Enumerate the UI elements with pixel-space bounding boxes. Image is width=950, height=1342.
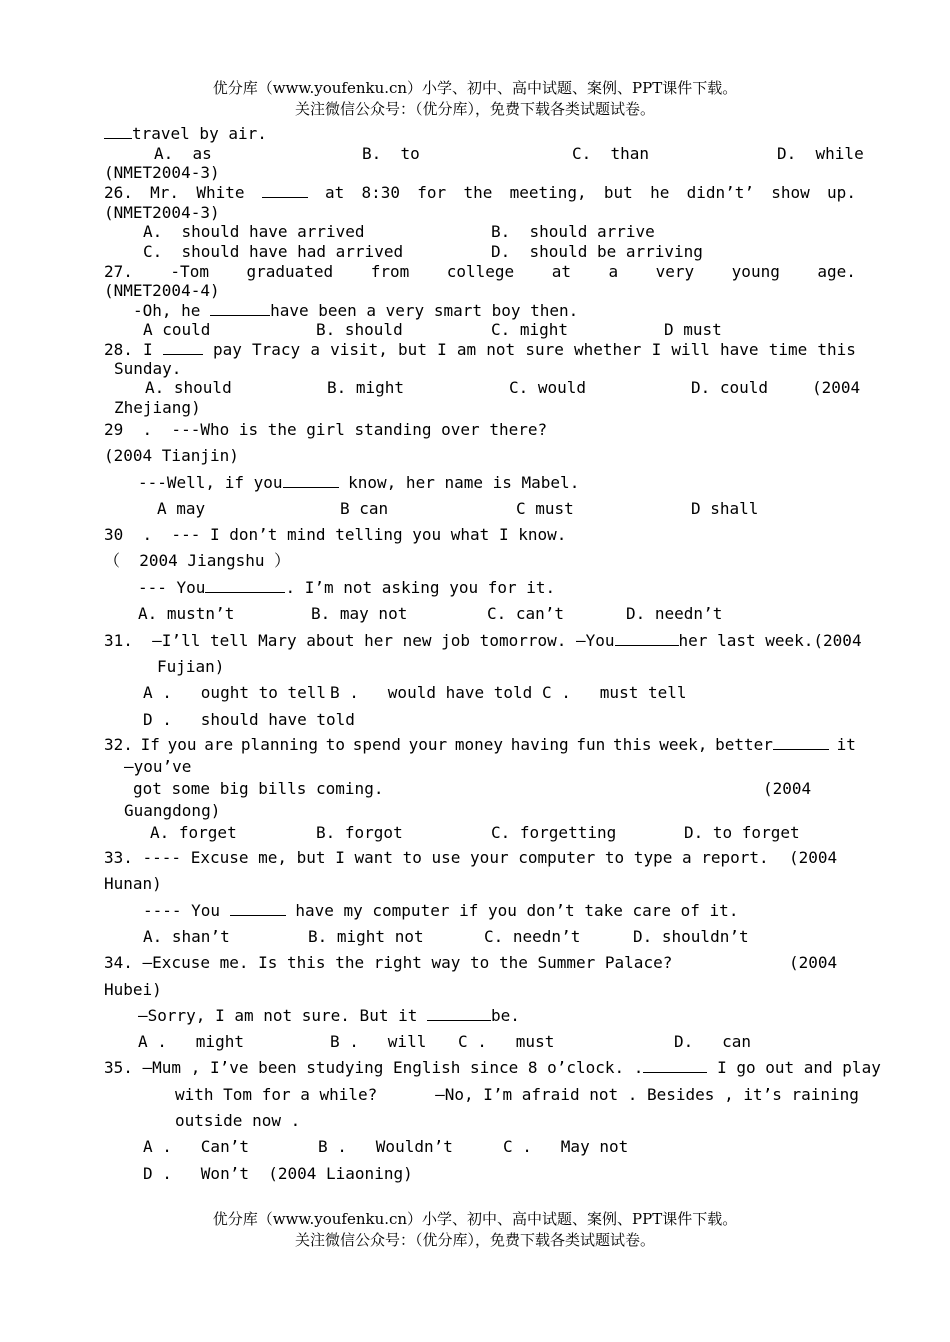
- answer-blank: [104, 124, 132, 139]
- q33-option-c: C. needn’t: [484, 927, 581, 946]
- q29-reply: ---Well, if you know, her name is Mabel.: [138, 473, 580, 492]
- q28-source-1: (2004: [812, 378, 861, 397]
- q35-option-b: B . Wouldn’t: [318, 1137, 453, 1156]
- q28-source-2: Zhejiang): [114, 398, 201, 417]
- q26-stem: 26. Mr. White at 8:30 for the meeting, but he didn’t’ show up.: [104, 183, 856, 202]
- q34-option-c: C . must: [458, 1032, 555, 1051]
- q35-stem: 35. —Mum , I’ve been studying English since 8 o’clock. . I go out and play: [104, 1058, 881, 1077]
- q34-source-2: Hubei): [104, 980, 162, 999]
- q30-option-b: B. may not: [311, 604, 408, 623]
- q34-reply: —Sorry, I am not sure. But it be.: [138, 1006, 520, 1025]
- q35-option-c: C . May not: [503, 1137, 629, 1156]
- q26-option-c: C. should have had arrived: [143, 242, 404, 261]
- q29-option-a: A may: [157, 499, 206, 518]
- q33-stem: 33. ---- Excuse me, but I want to use your computer to type a report.: [104, 848, 769, 867]
- answer-blank: [230, 901, 286, 916]
- q26-option-a: A. should have arrived: [143, 222, 365, 241]
- q32-option-a: A. forget: [150, 823, 237, 842]
- q28-option-a: A. should: [145, 378, 232, 397]
- answer-blank: [205, 578, 285, 593]
- q30-option-d: D. needn’t: [626, 604, 723, 623]
- q27-reply: -Oh, he have been a very smart boy then.: [133, 301, 579, 320]
- q31-option-d: D . should have told: [143, 710, 355, 729]
- answer-blank: [210, 301, 270, 316]
- q33-reply: ---- You have my computer if you don’t take care of it.: [143, 901, 739, 920]
- q33-option-a: A. shan’t: [143, 927, 230, 946]
- q27-stem: 27. -Tom graduated from college at a very young age.: [104, 262, 856, 281]
- q26-option-b: B. should arrive: [491, 222, 655, 241]
- answer-blank: [163, 340, 203, 355]
- q35-stem-line-3: outside now .: [175, 1111, 301, 1130]
- q25-stem: travel by air.: [104, 124, 267, 144]
- q26-source: (NMET2004-3): [104, 203, 220, 222]
- answer-blank: [262, 183, 308, 198]
- answer-blank: [283, 473, 339, 488]
- q34-option-b: B . will: [330, 1032, 427, 1051]
- q34-option-a: A . might: [138, 1032, 244, 1051]
- q29-option-d: D shall: [691, 499, 759, 518]
- q33-source-2: Hunan): [104, 874, 162, 893]
- q29-source: (2004 Tianjin): [104, 446, 239, 465]
- q31-stem: 31. —I’ll tell Mary about her new job tomorrow. —You her last week.(2004: [104, 631, 862, 650]
- q34-option-d: D. can: [674, 1032, 752, 1051]
- q35-option-a: A . Can’t: [143, 1137, 249, 1156]
- q27-option-b: B. should: [316, 320, 403, 339]
- q34-stem: 34. —Excuse me. Is this the right way to the Summer Palace?: [104, 953, 673, 972]
- q30-option-a: A. mustn’t: [138, 604, 235, 623]
- footer-line-1: 优分库（www.youfenku.cn）小学、初中、高中试题、案例、PPT课件下载。: [212, 1210, 738, 1228]
- q28-option-d: D. could: [691, 378, 769, 397]
- q31-option-c: C . must tell: [542, 683, 687, 702]
- q29-option-b: B can: [340, 499, 389, 518]
- q32-option-b: B. forgot: [316, 823, 403, 842]
- q32-source-2: Guangdong): [124, 801, 221, 820]
- q27-option-a: A could: [143, 320, 211, 339]
- footer-line-2: 关注微信公众号：（优分库），免费下载各类试题试卷。: [294, 1231, 655, 1249]
- q26-option-d: D. should be arriving: [491, 242, 703, 261]
- q27-source: (NMET2004-4): [104, 281, 220, 300]
- q27-option-c: C. might: [491, 320, 569, 339]
- q32-stem-cont: —you’ve: [124, 757, 192, 776]
- q25-option-d: D. while: [777, 144, 864, 163]
- q34-source-1: (2004: [789, 953, 838, 972]
- q31-option-b: B . would have told: [330, 683, 533, 702]
- q25-option-a: A. as: [154, 144, 212, 163]
- q35-stem-cont: with Tom for a while? —No, I’m afraid not . Besides , it’s raining: [175, 1085, 859, 1104]
- q28-stem-cont: Sunday.: [114, 359, 182, 378]
- header-line-2: 关注微信公众号：（优分库），免费下载各类试题试卷。: [294, 100, 655, 118]
- q30-source: （ 2004 Jiangshu ）: [104, 551, 291, 570]
- q29-option-c: C must: [516, 499, 574, 518]
- q32-option-d: D. to forget: [684, 823, 800, 842]
- answer-blank: [615, 631, 679, 646]
- q31-option-a: A . ought to tell: [143, 683, 327, 702]
- q27-option-d: D must: [664, 320, 722, 339]
- q25-option-c: C. than: [572, 144, 650, 163]
- q32-stem-line-3: got some big bills coming.: [133, 779, 384, 798]
- q33-option-b: B. might not: [308, 927, 424, 946]
- q30-stem: 30 . --- I don’t mind telling you what I know.: [104, 525, 567, 544]
- q28-option-b: B. might: [327, 378, 405, 397]
- q33-option-d: D. shouldn’t: [633, 927, 749, 946]
- q32-source-1: (2004: [763, 779, 812, 798]
- q25-source: (NMET2004-3): [104, 163, 220, 182]
- q32-stem: 32. If you are planning to spend your money having fun this week, better it: [104, 735, 856, 754]
- q28-option-c: C. would: [509, 378, 587, 397]
- q35-option-d: D . Won’t (2004 Liaoning): [143, 1164, 413, 1183]
- answer-blank: [643, 1058, 707, 1073]
- q28-stem: 28. I pay Tracy a visit, but I am not sure whether I will have time this: [104, 340, 856, 359]
- q31-stem-cont: Fujian): [157, 657, 225, 676]
- header-line-1: 优分库（www.youfenku.cn）小学、初中、高中试题、案例、PPT课件下载。: [212, 79, 738, 97]
- answer-blank: [773, 735, 829, 750]
- q30-reply: --- You . I’m not asking you for it.: [138, 578, 556, 597]
- q33-source-1: (2004: [789, 848, 838, 867]
- q25-option-b: B. to: [362, 144, 420, 163]
- answer-blank: [427, 1006, 491, 1021]
- q30-option-c: C. can’t: [487, 604, 565, 623]
- q29-stem: 29 . ---Who is the girl standing over there?: [104, 420, 548, 439]
- q32-option-c: C. forgetting: [491, 823, 617, 842]
